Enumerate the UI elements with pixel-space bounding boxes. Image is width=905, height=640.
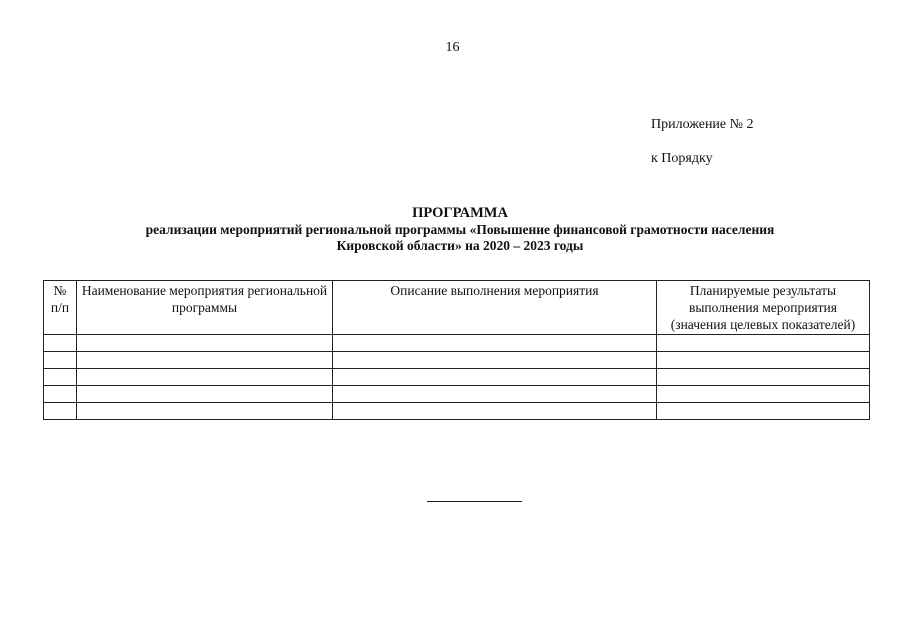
table-cell — [77, 386, 333, 403]
table-cell — [77, 369, 333, 386]
table-cell — [657, 369, 870, 386]
table-cell — [657, 403, 870, 420]
table-cell — [333, 369, 657, 386]
header-results: Планируемые результаты выполнения мероприятия (значения целевых показателей) — [657, 281, 870, 335]
header-description: Описание выполнения мероприятия — [333, 281, 657, 335]
header-num: № п/п — [44, 281, 77, 335]
table-header-row — [44, 281, 870, 335]
table-cell — [333, 403, 657, 420]
closing-divider — [427, 501, 522, 502]
table-cell — [44, 403, 77, 420]
appendix-label: Приложение № 2 — [651, 117, 754, 132]
table-cell — [333, 335, 657, 352]
title-line-2: реализации мероприятий региональной программы «Повышение финансовой грамотности населения — [145, 222, 775, 237]
table-cell — [657, 335, 870, 352]
table-cell — [44, 352, 77, 369]
page-number: 16 — [445, 40, 460, 55]
title-heading: ПРОГРАММА — [412, 205, 508, 221]
table-row — [44, 335, 870, 352]
table-row — [44, 403, 870, 420]
header-name: Наименование мероприятия региональной программы — [77, 281, 333, 335]
table-cell — [77, 335, 333, 352]
document-title — [40, 205, 880, 253]
table-cell — [657, 352, 870, 369]
table-row — [44, 369, 870, 386]
table-cell — [44, 369, 77, 386]
table-row — [44, 352, 870, 369]
title-line-3: Кировской области» на 2020 – 2023 годы — [336, 237, 584, 253]
table-cell — [77, 352, 333, 369]
table-cell — [44, 335, 77, 352]
table-cell — [657, 386, 870, 403]
table-cell — [44, 386, 77, 403]
appendix-reference: к Порядку — [651, 151, 713, 166]
table-cell — [77, 403, 333, 420]
program-table — [43, 280, 870, 420]
table-cell — [333, 352, 657, 369]
table-row — [44, 386, 870, 403]
table-cell — [333, 386, 657, 403]
